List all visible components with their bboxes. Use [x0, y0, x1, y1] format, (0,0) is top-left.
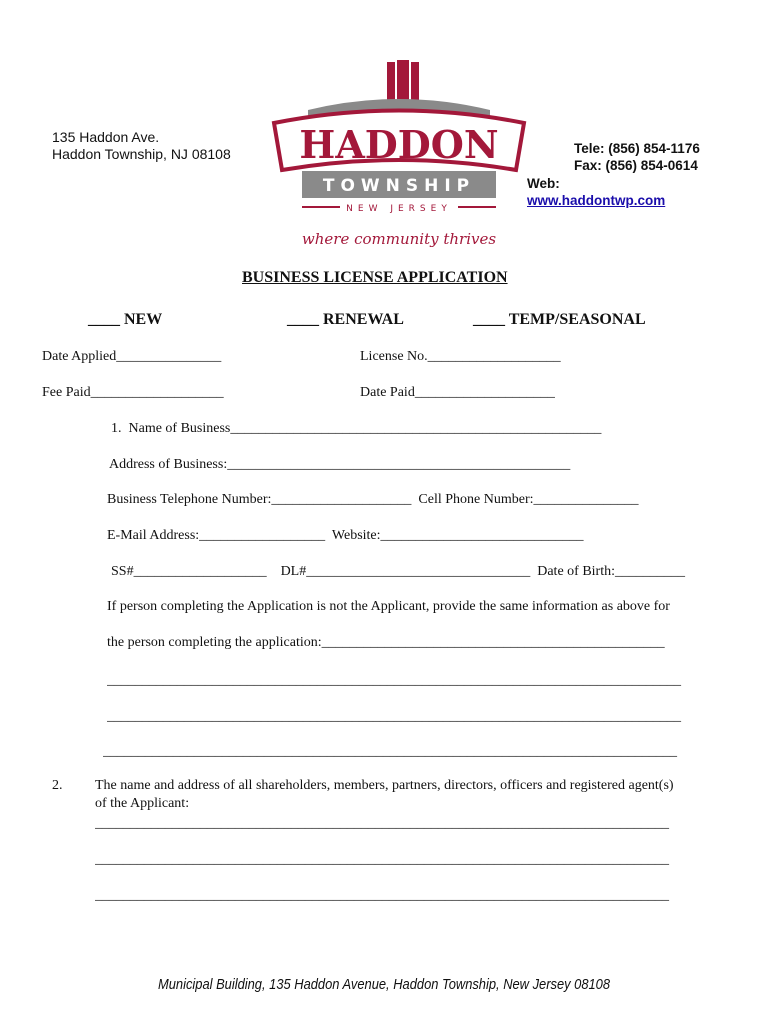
q1-note-line-1: If person completing the Application is not the Applicant, provide the same information as above for	[107, 599, 670, 614]
address-line-1: 135 Haddon Ave.	[52, 129, 160, 145]
license-no-field[interactable]: License No.___________________	[360, 349, 561, 364]
svg-text:NEW JERSEY: NEW JERSEY	[346, 204, 452, 214]
q2-number: 2.	[52, 778, 63, 793]
svg-text:where community thrives: where community thrives	[301, 230, 497, 248]
type-temp-seasonal-option[interactable]: ____ TEMP/SEASONAL	[473, 311, 646, 328]
blank-line[interactable]: __________________________________________________________________________________	[95, 816, 669, 831]
website-link[interactable]: www.haddontwp.com	[527, 193, 666, 208]
blank-line[interactable]: __________________________________________________________________________________	[95, 888, 669, 903]
blank-line[interactable]: __________________________________________________________________________________	[107, 709, 681, 724]
business-name-field[interactable]: 1. Name of Business_____________________________________________________	[111, 421, 602, 436]
footer-address: Municipal Building, 135 Haddon Avenue, Haddon Township, New Jersey 08108	[158, 976, 611, 993]
fee-paid-field[interactable]: Fee Paid___________________	[42, 385, 224, 400]
type-renewal-option[interactable]: ____ RENEWAL	[287, 311, 404, 328]
type-new-option[interactable]: ____ NEW	[88, 311, 163, 328]
q2-text-line-1: The name and address of all shareholders, members, partners, directors, officers and registered agent(s)	[95, 778, 674, 793]
date-paid-field[interactable]: Date Paid____________________	[360, 385, 555, 400]
phone-fields[interactable]: Business Telephone Number:____________________ Cell Phone Number:_______________	[107, 492, 639, 507]
id-fields[interactable]: SS#___________________ DL#________________________________ Date of Birth:__________	[111, 564, 685, 579]
blank-line[interactable]: __________________________________________________________________________________	[95, 852, 669, 867]
q1-note-line-2[interactable]: the person completing the application:_________________________________________________	[107, 635, 665, 650]
address-line-2: Haddon Township, NJ 08108	[52, 146, 231, 162]
telephone: Tele: (856) 854-1176	[574, 141, 700, 156]
blank-line[interactable]: __________________________________________________________________________________	[103, 744, 677, 759]
blank-line[interactable]: __________________________________________________________________________________	[107, 673, 681, 688]
email-website-fields[interactable]: E-Mail Address:__________________ Website:_____________________________	[107, 528, 584, 543]
fax: Fax: (856) 854-0614	[574, 158, 698, 173]
date-applied-field[interactable]: Date Applied_______________	[42, 349, 222, 364]
web-label: Web:	[527, 176, 560, 191]
q2-text-line-2: of the Applicant:	[95, 796, 190, 811]
svg-text:HADDON: HADDON	[299, 122, 499, 167]
haddon-township-logo	[262, 40, 520, 248]
business-address-field[interactable]: Address of Business:_________________________________________________	[109, 457, 571, 472]
form-title: BUSINESS LICENSE APPLICATION	[242, 269, 508, 286]
svg-text:TOWNSHIP: TOWNSHIP	[322, 176, 476, 196]
